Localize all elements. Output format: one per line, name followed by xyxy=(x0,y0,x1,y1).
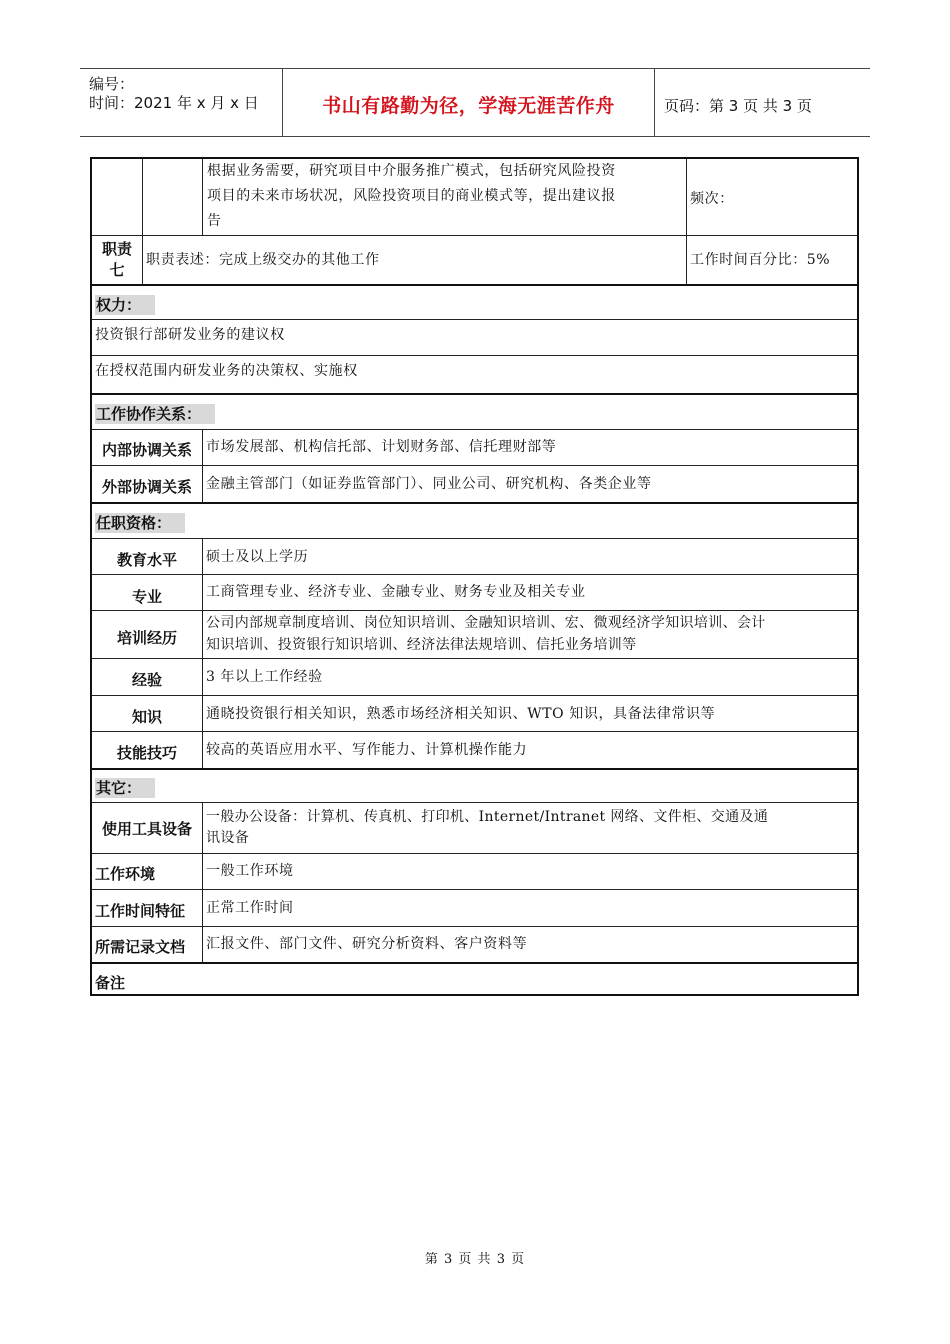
duty-seven-label-line: 七 xyxy=(109,261,125,279)
duty-seven-label xyxy=(92,239,142,281)
other-value-cell xyxy=(202,890,857,927)
external-relations-value: 金融主管部门（如证券监管部门）、同业公司、研究机构、各类企业等 xyxy=(206,476,652,492)
other-value-cell xyxy=(202,854,857,890)
qualification-label: 技能技巧 xyxy=(116,744,177,762)
header-motto-cell xyxy=(282,69,655,136)
qualification-value-cell xyxy=(202,732,857,769)
duty-seven-description: 职责表述：完成上级交办的其他工作 xyxy=(146,252,380,268)
duty-seven-time-cell xyxy=(686,236,857,285)
authority-row xyxy=(92,319,857,356)
duty-seven-description-cell xyxy=(142,236,686,285)
other-row xyxy=(92,853,857,890)
qualification-value: 工商管理专业、经济专业、金融专业、财务专业及相关专业 xyxy=(206,584,586,600)
duty-seven-row xyxy=(92,235,857,285)
qualification-row xyxy=(92,731,857,769)
other-row xyxy=(92,889,857,927)
internal-relations-label: 内部协调关系 xyxy=(101,441,192,459)
internal-relations-value: 市场发展部、机构信托部、计划财务部、信托理财部等 xyxy=(206,439,557,455)
authority-item: 投资银行部研发业务的建议权 xyxy=(95,327,285,343)
qualification-row xyxy=(92,574,857,611)
qualifications-title: 任职资格： xyxy=(95,513,185,533)
frequency-label: 频次： xyxy=(690,191,734,207)
qualification-label: 专业 xyxy=(131,588,162,606)
authority-row xyxy=(92,355,857,394)
qualification-value-cell xyxy=(202,611,857,659)
other-section-header xyxy=(92,768,857,804)
authority-title: 权力： xyxy=(95,295,155,315)
qualification-value-cell xyxy=(202,575,857,611)
duty-continued-blank-cell xyxy=(142,159,202,235)
other-value: 一般工作环境 xyxy=(206,863,294,879)
qualification-value-cell xyxy=(202,659,857,696)
internal-relations-value-cell xyxy=(202,430,857,466)
duty-text-line: 告 xyxy=(207,213,222,229)
page-footer: 第 3 页 共 3 页 xyxy=(424,1252,526,1267)
duty-continued-row xyxy=(92,159,857,235)
other-value: 汇报文件、部门文件、研究分析资料、客户资料等 xyxy=(206,936,528,952)
other-row xyxy=(92,926,857,963)
other-value-cell xyxy=(202,803,857,854)
duty-text-line: 项目的未来市场状况，风险投资项目的商业模式等，提出建议报 xyxy=(207,188,616,204)
other-row xyxy=(92,802,857,854)
remarks-row xyxy=(92,962,857,996)
duty-seven-time-percent: 工作时间百分比：5% xyxy=(690,252,831,268)
other-value: 正常工作时间 xyxy=(206,900,294,916)
motto-text: 书山有路勤为径，学海无涯苦作舟 xyxy=(322,95,615,117)
page-header xyxy=(80,68,870,137)
internal-relations-row xyxy=(92,429,857,466)
qualification-label: 教育水平 xyxy=(116,551,177,569)
qualification-value-cell xyxy=(202,696,857,732)
doc-time-label: 时间：2021 年 x 月 x 日 xyxy=(89,94,259,112)
other-label: 所需记录文档 xyxy=(95,938,186,956)
duty-continued-text-cell xyxy=(202,159,686,235)
external-relations-value-cell xyxy=(202,466,857,503)
header-meta xyxy=(80,69,282,136)
other-label: 工作时间特征 xyxy=(95,902,186,920)
job-description-table xyxy=(90,157,859,996)
authority-section-header xyxy=(92,284,857,321)
qualification-value-cell xyxy=(202,539,857,575)
qualification-row xyxy=(92,538,857,575)
qualification-value: 3 年以上工作经验 xyxy=(206,669,323,685)
qualification-value-line: 知识培训、投资银行知识培训、经济法律法规培训、信托业务培训等 xyxy=(206,637,637,653)
duty-seven-label-cell xyxy=(92,236,142,285)
header-page-number: 页码：第 3 页 共 3 页 xyxy=(664,97,812,115)
header-page-cell xyxy=(654,69,870,136)
other-value-line: 讯设备 xyxy=(206,830,250,846)
duty-seven-label-line: 职责 xyxy=(101,240,132,258)
qualification-row xyxy=(92,610,857,659)
qualification-value: 通晓投资银行相关知识，熟悉市场经济相关知识、WTO 知识，具备法律常识等 xyxy=(206,706,716,722)
qualification-label: 经验 xyxy=(131,671,162,689)
doc-number-label: 编号： xyxy=(89,75,135,93)
qualifications-section-header xyxy=(92,502,857,540)
other-label: 工作环境 xyxy=(95,865,156,883)
duty-text-line: 根据业务需要，研究项目中介服务推广模式，包括研究风险投资 xyxy=(207,163,616,179)
qualification-row xyxy=(92,695,857,732)
qualification-label: 培训经历 xyxy=(116,629,177,647)
other-label: 使用工具设备 xyxy=(101,820,192,838)
qualification-value: 硕士及以上学历 xyxy=(206,549,309,565)
relations-section-header xyxy=(92,393,857,431)
other-value-line: 一般办公设备：计算机、传真机、打印机、Internet/Intranet 网络、文件柜、交通及通 xyxy=(206,809,769,825)
other-value-cell xyxy=(202,927,857,963)
qualification-row xyxy=(92,658,857,696)
frequency-cell xyxy=(686,159,857,235)
external-relations-row xyxy=(92,465,857,503)
remarks-title: 备注 xyxy=(95,974,126,992)
qualification-value-line: 公司内部规章制度培训、岗位知识培训、金融知识培训、宏、微观经济学知识培训、会计 xyxy=(206,615,766,631)
qualification-label: 知识 xyxy=(131,708,162,726)
external-relations-label: 外部协调关系 xyxy=(101,478,192,496)
relations-title: 工作协作关系： xyxy=(95,404,215,424)
other-title: 其它： xyxy=(95,778,155,798)
authority-item: 在授权范围内研发业务的决策权、实施权 xyxy=(95,363,358,379)
qualification-value: 较高的英语应用水平、写作能力、计算机操作能力 xyxy=(206,742,528,758)
